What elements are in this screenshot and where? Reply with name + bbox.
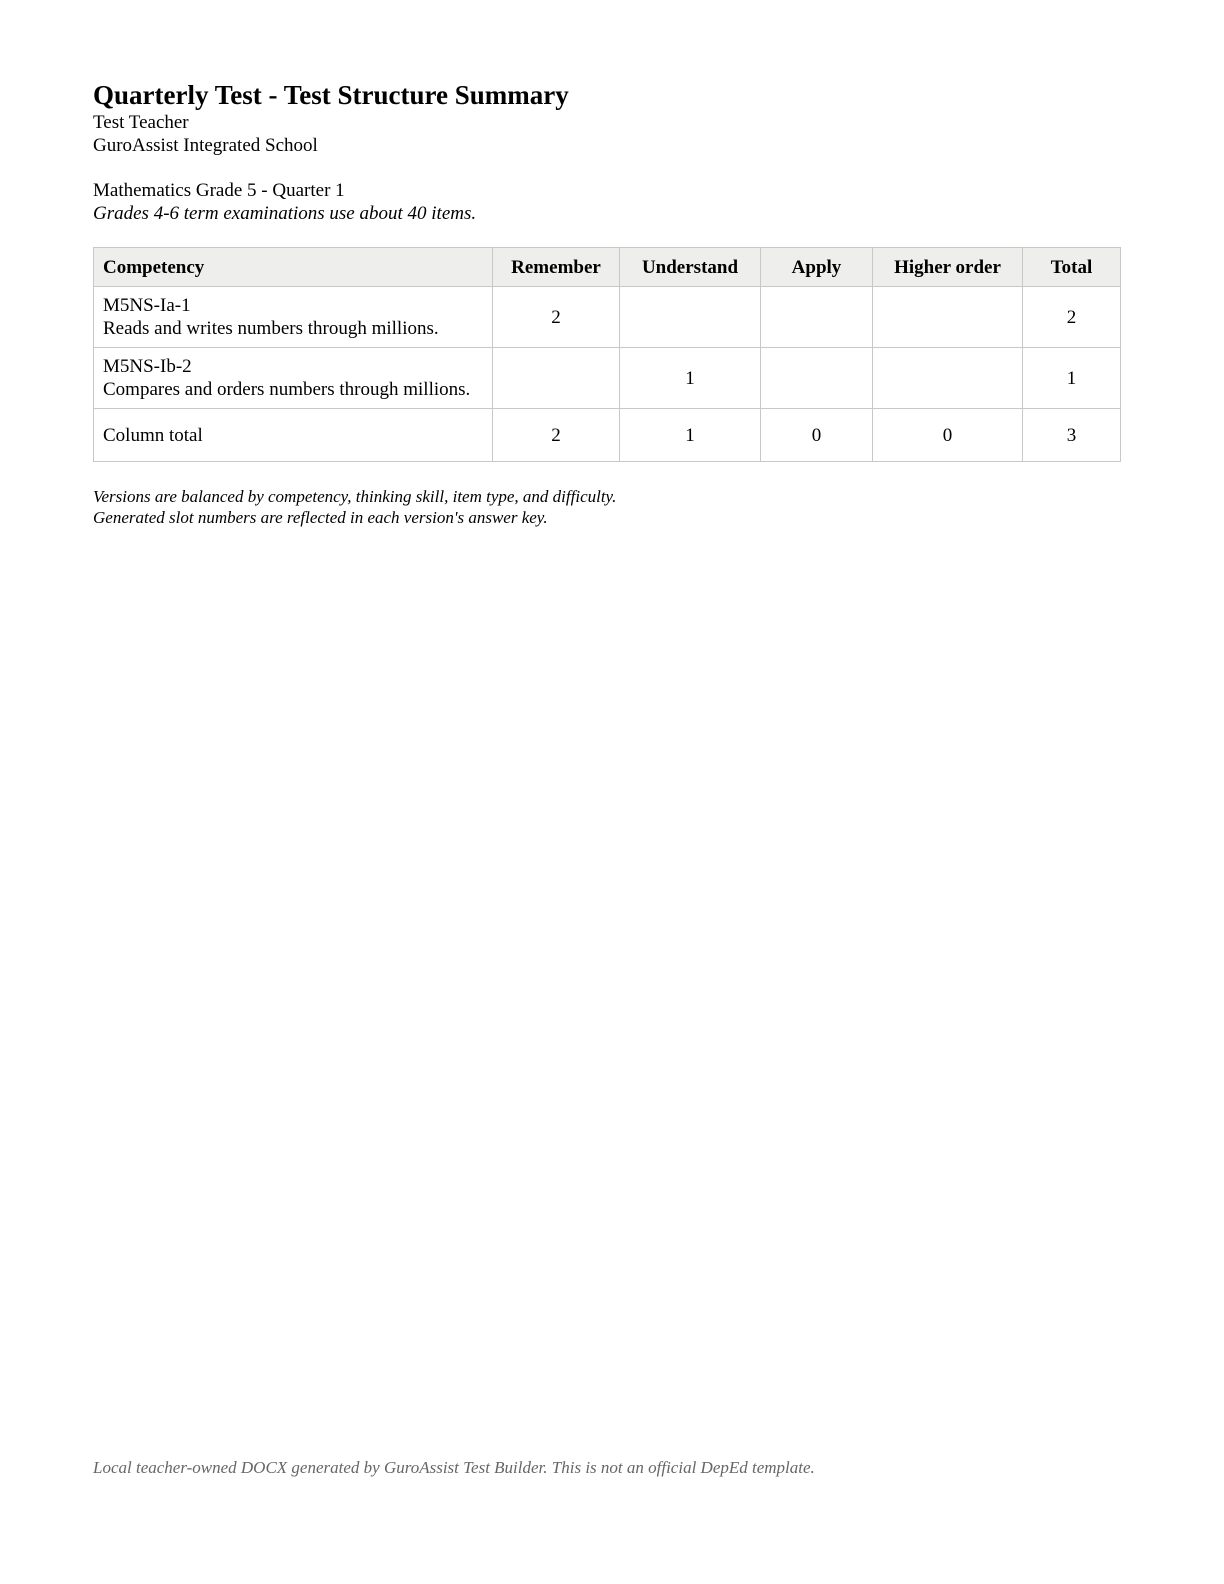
cell-understand: [620, 287, 761, 348]
subject-line: Mathematics Grade 5 - Quarter 1: [93, 180, 345, 201]
header-remember: Remember: [493, 248, 620, 287]
cell-remember: [493, 348, 620, 409]
teacher-name: Test Teacher: [93, 112, 189, 133]
spacer: [93, 157, 1120, 179]
notes-section: [93, 486, 1120, 528]
note-balance: Versions are balanced by competency, thinking skill, item type, and difficulty.: [93, 487, 617, 506]
table-row: [94, 348, 1121, 409]
column-total-label: Column total: [94, 409, 493, 462]
header-higher-order: Higher order: [873, 248, 1023, 287]
total-higher-order: 0: [873, 409, 1023, 462]
header-total: Total: [1023, 248, 1121, 287]
school-name: GuroAssist Integrated School: [93, 135, 318, 156]
cell-apply: [761, 287, 873, 348]
header-apply: Apply: [761, 248, 873, 287]
document-page: [93, 80, 1120, 528]
item-guideline: Grades 4-6 term examinations use about 40 items.: [93, 203, 477, 224]
table-row: [94, 287, 1121, 348]
note-answer-key: Generated slot numbers are reflected in each version's answer key.: [93, 508, 548, 527]
total-understand: 1: [620, 409, 761, 462]
competency-code: M5NS-Ia-1: [103, 295, 191, 316]
test-structure-table: [93, 247, 1121, 462]
grand-total: 3: [1023, 409, 1121, 462]
cell-remember: 2: [493, 287, 620, 348]
cell-understand: 1: [620, 348, 761, 409]
cell-total: 2: [1023, 287, 1121, 348]
cell-apply: [761, 348, 873, 409]
table-header-row: [94, 248, 1121, 287]
total-apply: 0: [761, 409, 873, 462]
competency-cell: [94, 287, 493, 348]
total-remember: 2: [493, 409, 620, 462]
header-competency: Competency: [94, 248, 493, 287]
column-total-row: [94, 409, 1121, 462]
header-understand: Understand: [620, 248, 761, 287]
competency-description: Compares and orders numbers through millions.: [103, 379, 471, 400]
document-footer: Local teacher-owned DOCX generated by GuroAssist Test Builder. This is not an official DepEd template.: [93, 1458, 815, 1477]
cell-total: 1: [1023, 348, 1121, 409]
competency-code: M5NS-Ib-2: [103, 356, 192, 377]
document-title: Quarterly Test - Test Structure Summary: [93, 80, 569, 110]
competency-description: Reads and writes numbers through millions.: [103, 318, 439, 339]
cell-higher-order: [873, 287, 1023, 348]
competency-cell: [94, 348, 493, 409]
cell-higher-order: [873, 348, 1023, 409]
